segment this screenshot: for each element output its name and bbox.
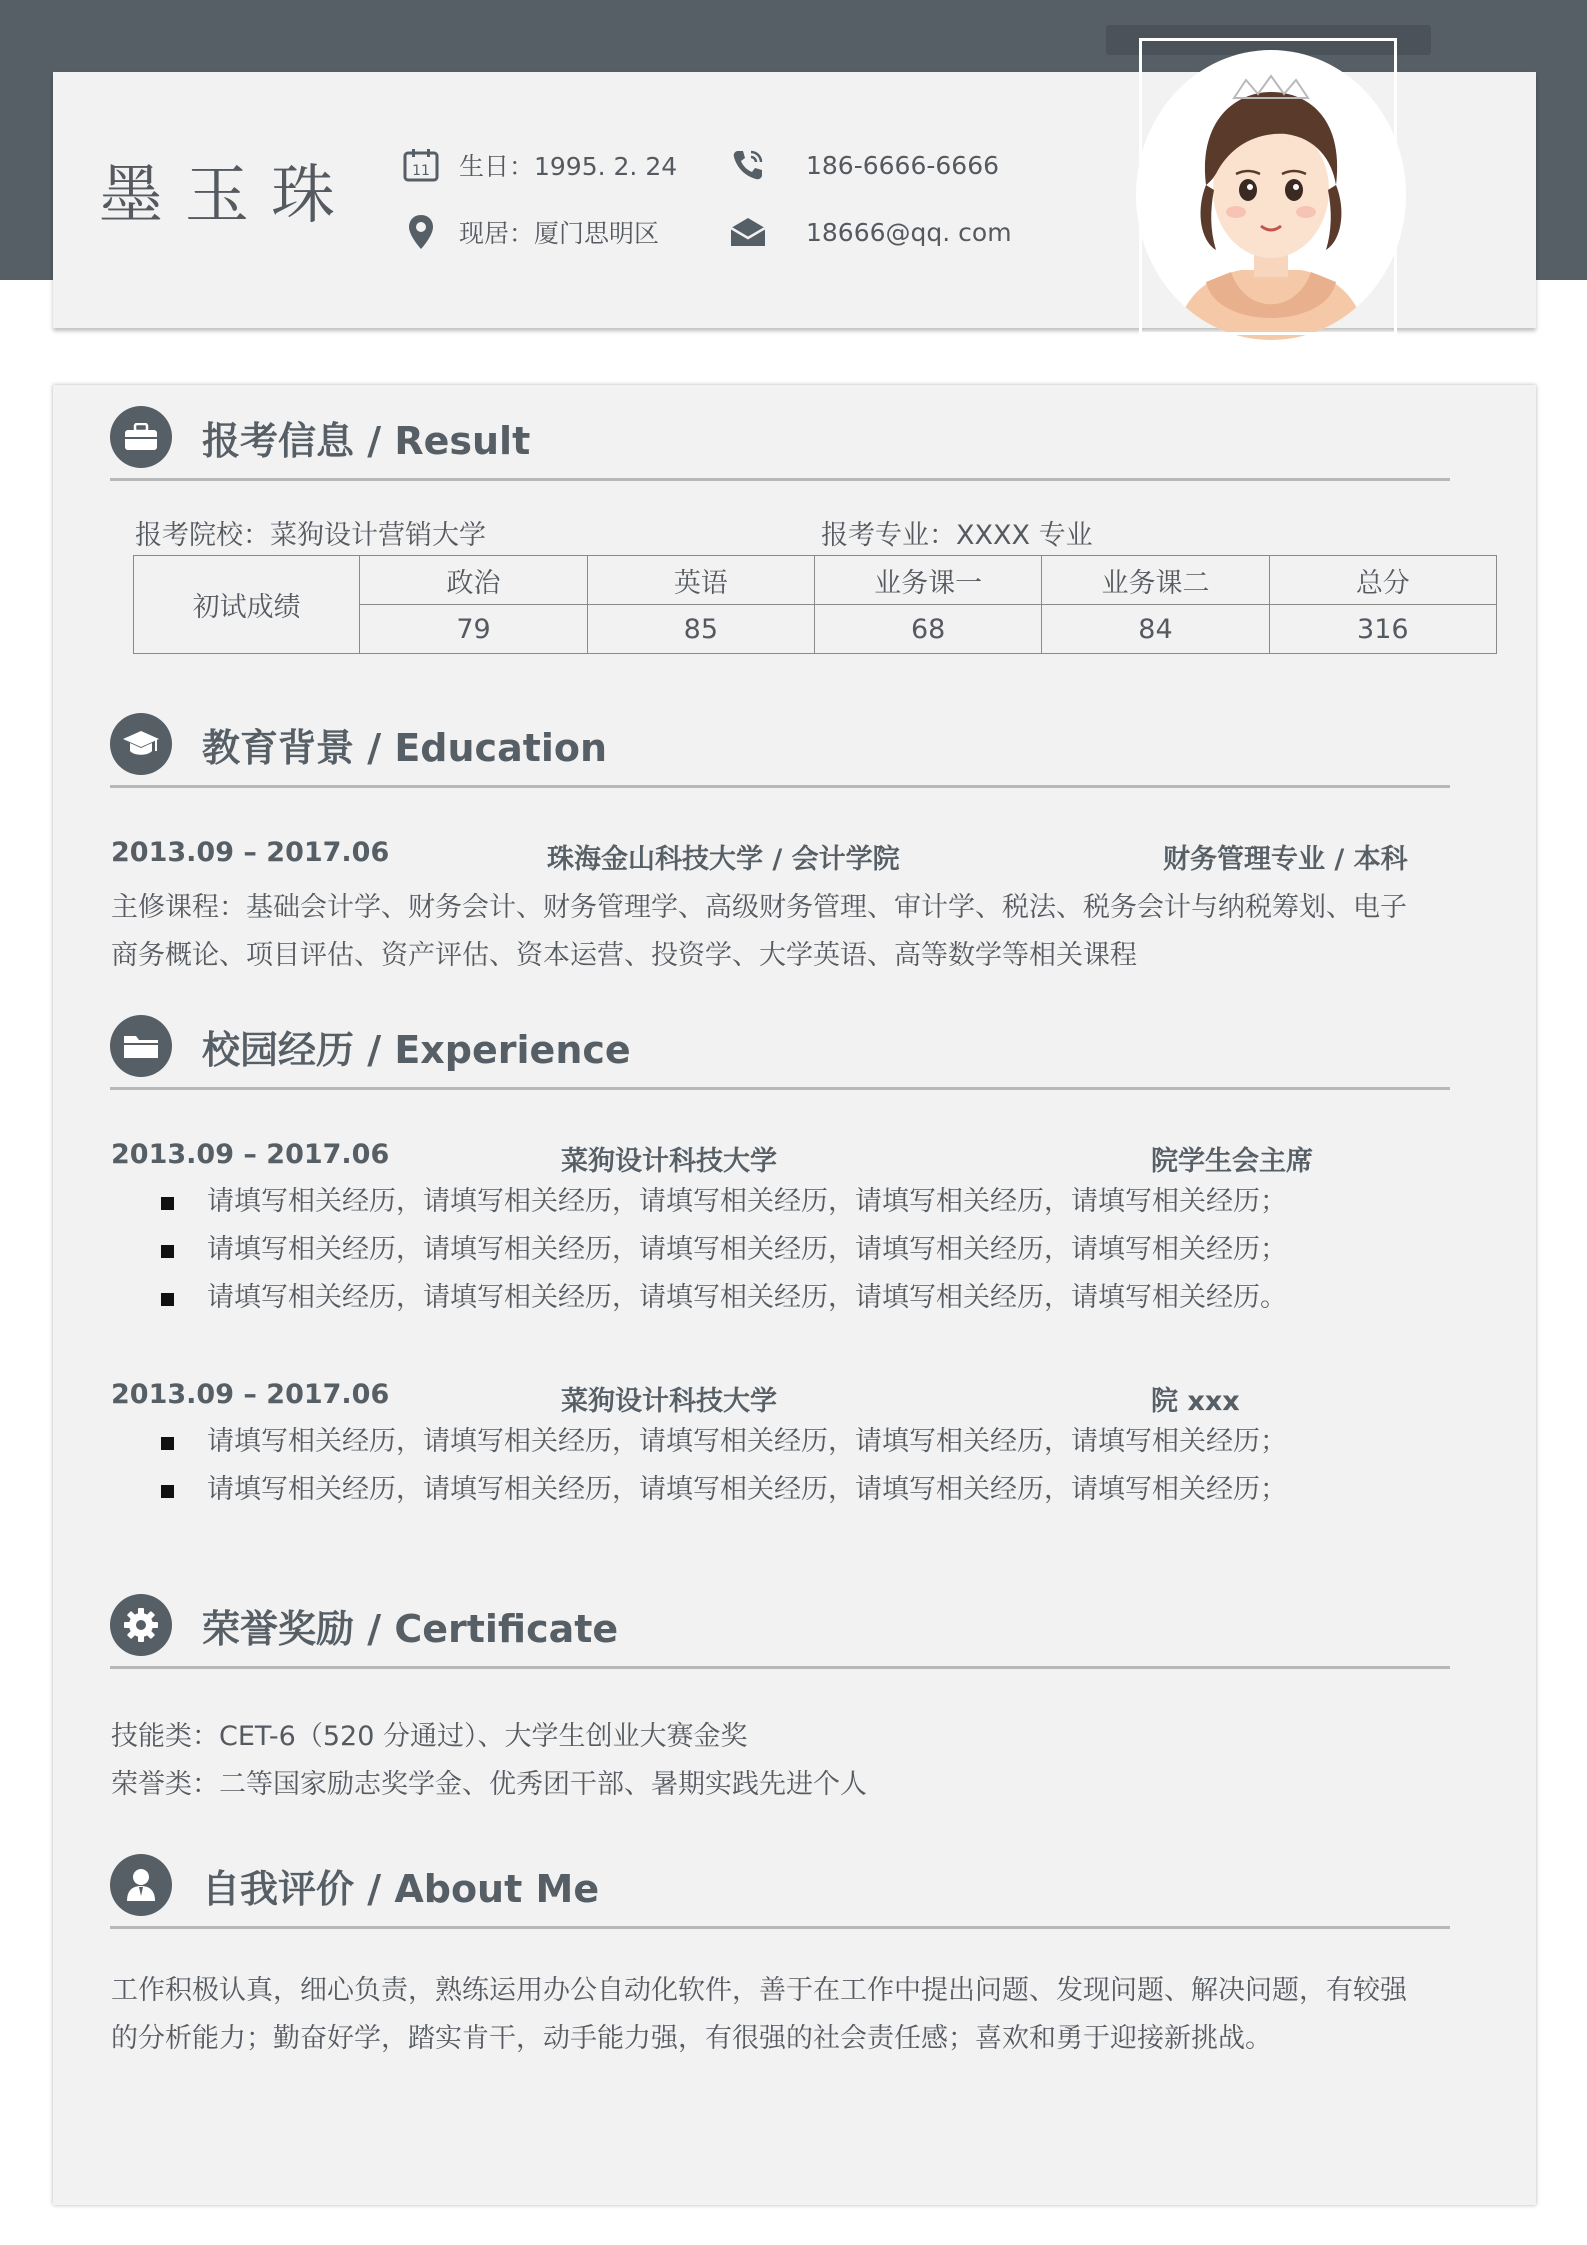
table-header-cell: 政治 xyxy=(360,556,587,605)
section-result-header xyxy=(110,405,1450,469)
experience-list xyxy=(111,1418,1287,1514)
list-item: 请填写相关经历，请填写相关经历，请填写相关经历，请填写相关经历，请填写相关经历。 xyxy=(111,1274,1287,1322)
education-period: 2013.09 – 2017.06 xyxy=(111,837,390,868)
education-courses-line2: 商务概论、项目评估、资产评估、资本运营、投资学、大学英语、高等数学等相关课程 xyxy=(111,940,1137,971)
score-table xyxy=(133,555,1497,654)
section-education-header xyxy=(110,712,1450,776)
list-item: 请填写相关经历，请填写相关经历，请填写相关经历，请填写相关经历，请填写相关经历； xyxy=(111,1466,1287,1514)
residence-text: 现居：厦门思明区 xyxy=(459,219,660,248)
table-header-cell: 业务课二 xyxy=(1042,556,1269,605)
score-cell: 79 xyxy=(360,605,587,654)
section-certificate xyxy=(110,1593,1450,1657)
experience-role: 院 xxx xyxy=(1151,1386,1240,1417)
experience-period: 2013.09 – 2017.06 xyxy=(111,1379,390,1410)
section-result-title: 报考信息 / Result xyxy=(202,418,531,463)
list-item: 请填写相关经历，请填写相关经历，请填写相关经历，请填写相关经历，请填写相关经历； xyxy=(111,1178,1287,1226)
score-row-label: 初试成绩 xyxy=(134,556,360,654)
birth-info xyxy=(401,145,677,185)
education-school: 珠海金山科技大学 / 会计学院 xyxy=(547,844,900,875)
section-education-title: 教育背景 / Education xyxy=(202,725,608,770)
section-divider xyxy=(110,1666,1450,1669)
birth-text: 生日：1995. 2. 24 xyxy=(459,152,678,181)
list-item: 请填写相关经历，请填写相关经历，请填写相关经历，请填写相关经历，请填写相关经历； xyxy=(111,1418,1287,1466)
section-experience xyxy=(110,1014,1450,1078)
section-divider xyxy=(110,478,1450,481)
section-experience-title: 校园经历 / Experience xyxy=(202,1027,631,1072)
section-experience-header xyxy=(110,1014,1450,1078)
person-icon xyxy=(110,1854,172,1916)
section-certificate-title: 荣誉奖励 / Certificate xyxy=(202,1606,619,1651)
table-header-cell: 英语 xyxy=(587,556,814,605)
email-text: 18666@qq. com xyxy=(806,217,1012,247)
briefcase-icon xyxy=(110,406,172,468)
section-result xyxy=(110,405,1450,469)
section-about-title: 自我评价 / About Me xyxy=(202,1866,600,1911)
section-divider xyxy=(110,1926,1450,1929)
list-item: 请填写相关经历，请填写相关经历，请填写相关经历，请填写相关经历，请填写相关经历； xyxy=(111,1226,1287,1274)
about-line2: 的分析能力；勤奋好学，踏实肯干，动手能力强，有很强的社会责任感；喜欢和勇于迎接新挑战。 xyxy=(111,2023,1272,2054)
location-pin-icon xyxy=(401,212,441,252)
section-about xyxy=(110,1853,1450,1917)
experience-list xyxy=(111,1178,1287,1322)
phone-info xyxy=(728,145,999,185)
experience-role: 院学生会主席 xyxy=(1151,1146,1313,1177)
phone-icon xyxy=(728,145,768,185)
score-cell: 85 xyxy=(587,605,814,654)
photo-frame xyxy=(1139,38,1397,335)
table-row xyxy=(134,556,1497,605)
score-cell: 68 xyxy=(814,605,1041,654)
applicant-name: 墨玉珠 xyxy=(99,159,357,233)
residence-info xyxy=(401,212,659,252)
section-about-header xyxy=(110,1853,1450,1917)
section-certificate-header xyxy=(110,1593,1450,1657)
phone-text: 186-6666-6666 xyxy=(806,150,1000,180)
section-education xyxy=(110,712,1450,776)
table-header-cell: 总分 xyxy=(1269,556,1496,605)
resume-body xyxy=(53,385,1536,2205)
graduation-cap-icon xyxy=(110,713,172,775)
gear-icon xyxy=(110,1594,172,1656)
applied-school: 报考院校：菜狗设计营销大学 xyxy=(135,520,486,551)
score-cell: 316 xyxy=(1269,605,1496,654)
svg-text:11: 11 xyxy=(412,163,430,179)
calendar-icon xyxy=(401,145,441,185)
section-divider xyxy=(110,1087,1450,1090)
certificate-skills: 技能类：CET-6（520 分通过）、大学生创业大赛金奖 xyxy=(111,1721,748,1752)
score-cell: 84 xyxy=(1042,605,1269,654)
education-courses-line1: 主修课程：基础会计学、财务会计、财务管理学、高级财务管理、审计学、税法、税务会计与纳税筹划、电子 xyxy=(111,892,1407,923)
about-line1: 工作积极认真，细心负责，熟练运用办公自动化软件，善于在工作中提出问题、发现问题、解决问题，有较强 xyxy=(111,1975,1407,2006)
experience-org: 菜狗设计科技大学 xyxy=(561,1146,777,1177)
education-major: 财务管理专业 / 本科 xyxy=(1163,844,1408,875)
folder-icon xyxy=(110,1015,172,1077)
mail-icon xyxy=(728,212,768,252)
experience-org: 菜狗设计科技大学 xyxy=(561,1386,777,1417)
experience-period: 2013.09 – 2017.06 xyxy=(111,1139,390,1170)
applied-major: 报考专业：XXXX 专业 xyxy=(821,520,1093,551)
table-header-cell: 业务课一 xyxy=(814,556,1041,605)
section-divider xyxy=(110,785,1450,788)
certificate-honors: 荣誉类：二等国家励志奖学金、优秀团干部、暑期实践先进个人 xyxy=(111,1769,867,1800)
email-info xyxy=(728,212,1012,252)
